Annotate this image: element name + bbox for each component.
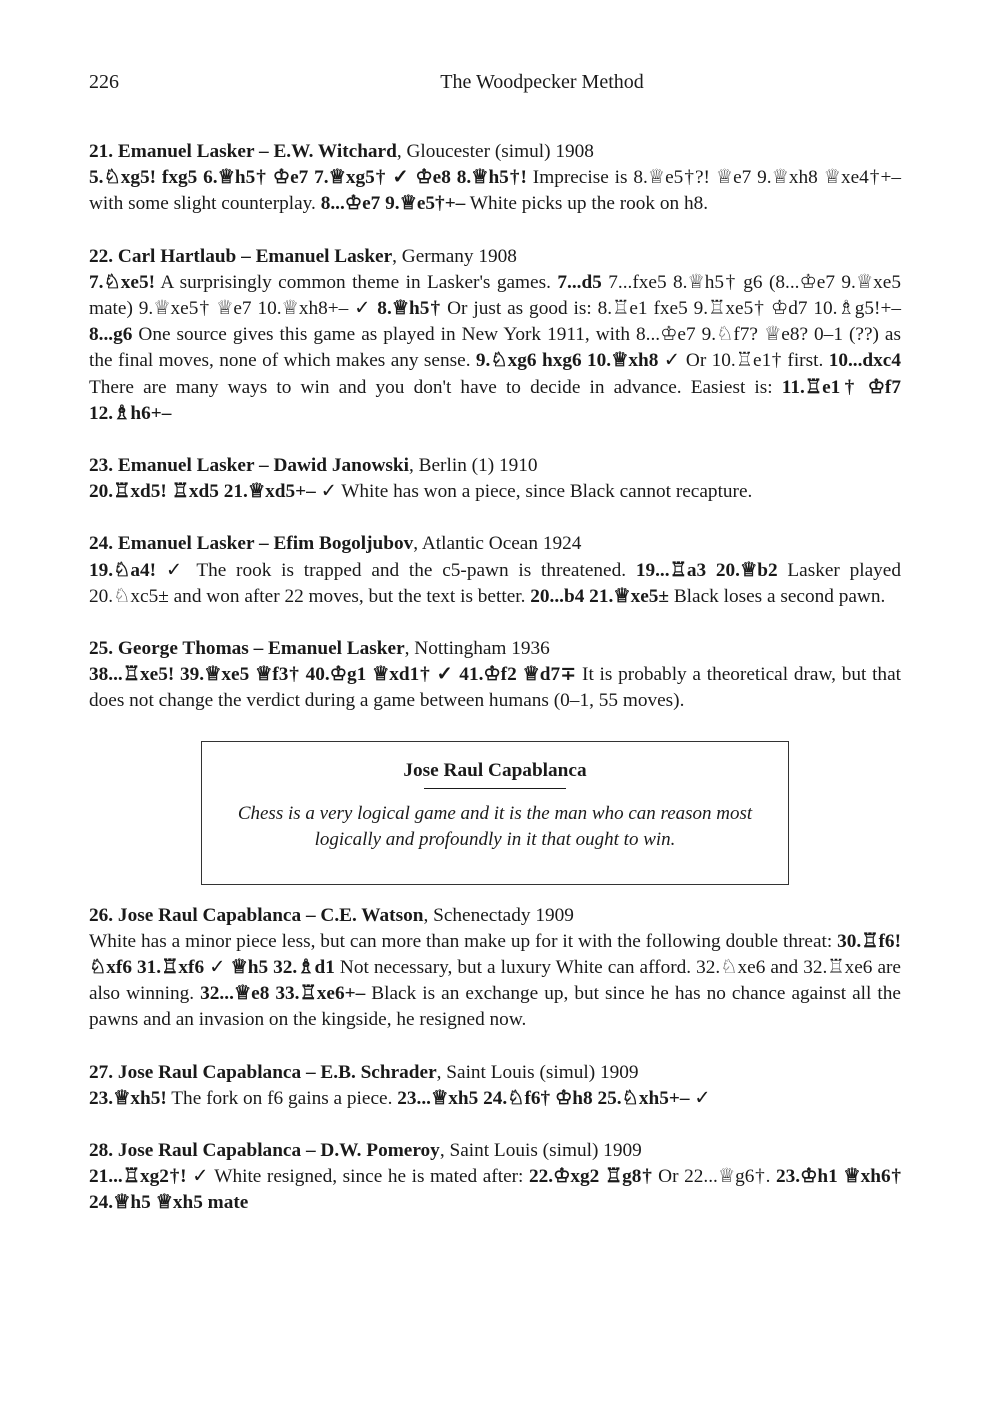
game-heading xyxy=(89,139,901,165)
move-sequence: 23...♕xh5 24.♘f6† ♔h8 25.♘xh5+– xyxy=(397,1087,690,1109)
game-players: 26. Jose Raul Capablanca – C.E. Watson xyxy=(89,904,424,926)
move-sequence: 38...♖xe5! 39.♕xe5 ♕f3† 40.♔g1 ♕xd1† ✓ 41.♔f2 ♕d7∓ xyxy=(89,664,577,686)
game-annotation xyxy=(89,1086,901,1112)
running-title: The Woodpecker Method xyxy=(440,71,644,93)
move-sequence: 5.♘xg5! fxg5 6.♕h5† ♔e7 7.♕xg5† ✓ ♔e8 8.♕h5†! xyxy=(89,167,527,189)
annotation-text: Or just as good is: 8.♖e1 fxe5 9.♖xe5† ♔d7 10.♗g5!+– xyxy=(441,298,901,320)
move-sequence: 8...♔e7 9.♕e5†+– xyxy=(320,193,466,215)
game-annotation xyxy=(89,1164,901,1216)
annotation-text: White has a minor piece less, but can more than make up for it with the following double threat: xyxy=(89,930,838,952)
game-entry xyxy=(89,244,901,427)
move-sequence: 9.♘xg6 hxg6 10.♕xh8 xyxy=(475,350,659,372)
annotation-text: Or 22...♕g6†. xyxy=(652,1166,776,1188)
move-sequence: 11.♖e1† ♔f7 12.♗h6+– xyxy=(89,376,901,424)
move-sequence: 21...♖xg2†! xyxy=(89,1166,187,1188)
game-heading xyxy=(89,531,901,557)
move-sequence: 23.♔h1 ♕xh6† 24.♕h5 ♕xh5 mate xyxy=(89,1166,901,1214)
move-sequence: 32...♕e8 33.♖xe6+– xyxy=(200,983,366,1005)
annotation-text: ✓ xyxy=(689,1087,711,1109)
move-sequence: 7.♘xe5! xyxy=(89,271,156,293)
game-players: 27. Jose Raul Capablanca – E.B. Schrader xyxy=(89,1061,437,1083)
game-entry xyxy=(89,531,901,610)
game-event: , Germany 1908 xyxy=(392,245,517,267)
game-heading xyxy=(89,1060,901,1086)
annotation-text: Black loses a second pawn. xyxy=(669,585,886,607)
game-entry xyxy=(89,1138,901,1217)
game-heading xyxy=(89,244,901,270)
annotation-text: Black is an exchange up, but since he has no chance against all the pawns and an invasion on the kingside, he resigned now. xyxy=(89,983,901,1031)
annotation-text: It is probably a theoretical draw, but that does not change the verdict during a game between humans (0–1, 55 moves). xyxy=(89,664,901,712)
move-sequence: 10...dxc4 xyxy=(828,350,901,372)
game-event: , Atlantic Ocean 1924 xyxy=(413,533,582,555)
quote-author: Jose Raul Capablanca xyxy=(403,759,587,781)
game-annotation xyxy=(89,479,901,505)
move-sequence: 20...b4 21.♕xe5± xyxy=(530,585,669,607)
move-sequence: 20.♖xd5! ♖xd5 21.♕xd5+– xyxy=(89,481,316,503)
annotation-text: ✓ White has won a piece, since Black cannot recapture. xyxy=(315,481,753,503)
game-event: , Saint Louis (simul) 1909 xyxy=(436,1061,639,1083)
annotation-text: ✓ Or 10.♖e1† first. xyxy=(658,350,829,372)
move-sequence: 23.♕xh5! xyxy=(89,1087,167,1109)
game-annotation xyxy=(89,165,901,217)
move-sequence: 8.♕h5† xyxy=(377,298,442,320)
games-list-continued xyxy=(89,903,901,1217)
annotation-text: Lasker played 20.♘xc5± and won after 22 moves, but the text is better. xyxy=(89,559,901,607)
game-event: , Berlin (1) 1910 xyxy=(409,455,538,477)
game-entry xyxy=(89,453,901,505)
move-sequence: ♕h5 32.♗d1 xyxy=(230,957,335,979)
game-players: 22. Carl Hartlaub – Emanuel Lasker xyxy=(89,245,393,267)
annotation-text: Imprecise is 8.♕e5†?! ♕e7 9.♕xh8 ♕xe4†+– with some slight counterplay. xyxy=(89,167,901,215)
game-event: , Gloucester (simul) 1908 xyxy=(396,141,594,162)
page-number: 226 xyxy=(89,71,119,93)
game-entry xyxy=(89,1060,901,1112)
game-event: , Schenectady 1909 xyxy=(423,904,574,926)
annotation-text: White picks up the rook on h8. xyxy=(465,193,709,215)
game-entry xyxy=(89,636,901,715)
game-players: 24. Emanuel Lasker – Efim Bogoljubov xyxy=(89,533,414,555)
games-list xyxy=(89,139,901,715)
move-sequence: 7...d5 xyxy=(557,271,602,293)
quote-underline xyxy=(424,788,566,790)
annotation-text: 7...fxe5 8.♕h5† g6 (8...♔e7 9.♕xe5 mate) 9.♕xe5† ♕e7 10.♕xh8+– ✓ xyxy=(89,271,901,320)
move-sequence: 22.♔xg2 ♖g8† xyxy=(529,1166,653,1188)
annotation-text: There are many ways to win and you don't have to decide in advance. Easiest is: xyxy=(89,376,782,398)
game-annotation xyxy=(89,270,901,427)
move-sequence: 30.♖f6! ♘xf6 31.♖xf6 xyxy=(89,930,901,979)
annotation-text: A surprisingly common theme in Lasker's games. xyxy=(155,271,558,293)
annotation-text: ✓ xyxy=(204,957,231,979)
quote-box xyxy=(201,741,789,885)
game-event: , Saint Louis (simul) 1909 xyxy=(439,1140,642,1162)
annotation-text: One source gives this game as played in New York 1911, with 8...♔e7 9.♘f7? ♕e8? 0–1 (??) as the final moves, none of which makes any sense. xyxy=(89,324,901,372)
move-sequence: 8...g6 xyxy=(89,324,133,346)
game-annotation xyxy=(89,929,901,1034)
annotation-text: Not necessary, but a luxury White can afford. 32.♘xe6 and 32.♖xe6 are also winning. xyxy=(89,957,901,1005)
annotation-text: ✓ White resigned, since he is mated after: xyxy=(186,1166,529,1188)
page-content xyxy=(89,139,901,1217)
game-entry xyxy=(89,139,901,218)
move-sequence: 19.♘a4! xyxy=(89,559,157,581)
game-annotation xyxy=(89,558,901,610)
game-annotation xyxy=(89,662,901,714)
game-heading xyxy=(89,1138,901,1164)
game-players: 28. Jose Raul Capablanca – D.W. Pomeroy xyxy=(89,1140,440,1162)
game-players: 21. Emanuel Lasker – E.W. Witchard xyxy=(89,141,397,162)
game-event: , Nottingham 1936 xyxy=(404,638,550,660)
move-sequence: 19...♖a3 20.♕b2 xyxy=(635,559,778,581)
game-players: 25. George Thomas – Emanuel Lasker xyxy=(89,638,405,660)
game-heading xyxy=(89,903,901,929)
game-heading xyxy=(89,636,901,662)
annotation-text: ✓ The rook is trapped and the c5-pawn is threatened. xyxy=(156,559,636,581)
game-heading xyxy=(89,453,901,479)
annotation-text: The fork on f6 gains a piece. xyxy=(166,1087,398,1109)
game-players: 23. Emanuel Lasker – Dawid Janowski xyxy=(89,455,409,477)
quote-text: Chess is a very logical game and it is the man who can reason most logically and profoundly in it that ought to win. xyxy=(237,803,753,851)
game-entry xyxy=(89,903,901,1034)
